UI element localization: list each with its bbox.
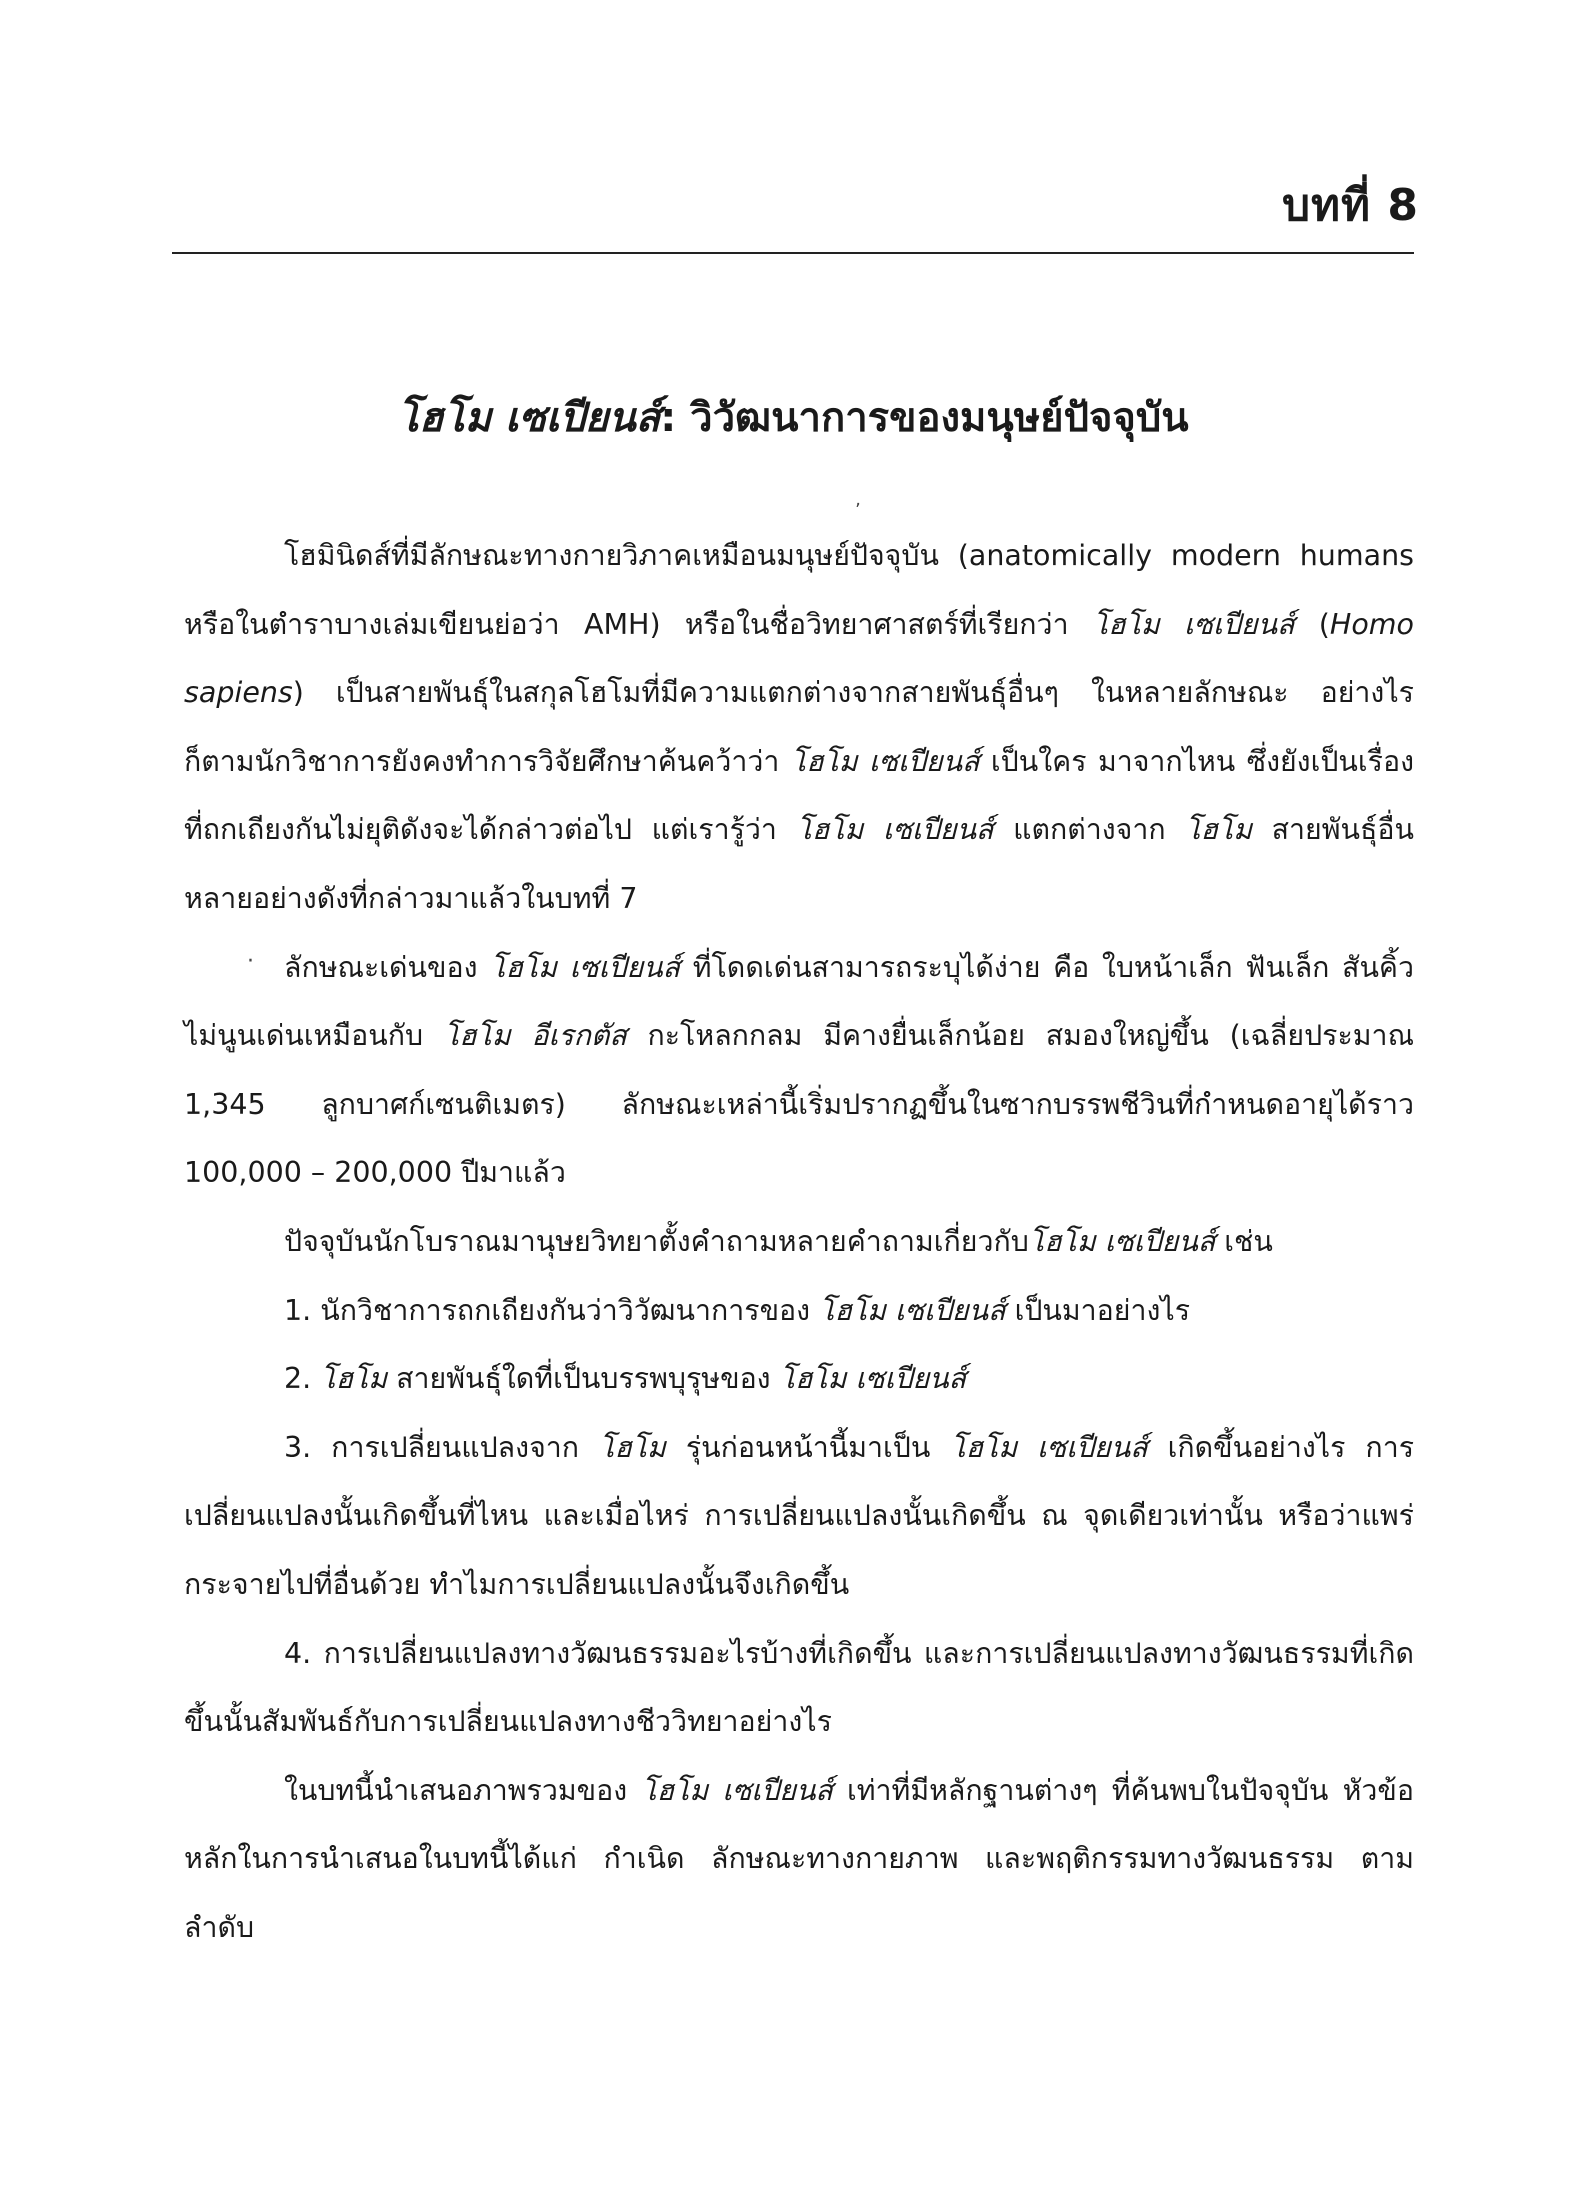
text-run: ) เป็นสายพันธุ์ในสกุลโฮโมที่มีความแตกต่างจากสายพันธุ์อื่นๆ ในหลายลักษณะ อย่างไรก็ตามนักวิชาการยังคงทำการวิจัยศึกษาค้นคว้าว่า [184,676,1414,778]
title-italic-part: โฮโม เซเปียนส์ [397,395,661,441]
paragraph-features [184,934,1414,1208]
text-run: เป็นมาอย่างไร [1005,1293,1191,1327]
text-run: สายพันธุ์ใดที่เป็นบรรพบุรุษของ [387,1362,780,1396]
text-run: ที่โดดเด่นสามารถระบุได้ง่าย คือ ใบหน้าเล็ก ฟันเล็ก สันคิ้วไม่นูนเด่นเหมือนกับ [184,950,1414,1053]
paragraph-questions-intro [184,1208,1414,1277]
text-run: 2. [284,1362,321,1396]
stray-dot: · [247,949,254,974]
text-run: เกิดขึ้นอย่างไร การเปลี่ยนแปลงนั้นเกิดขึ้นที่ไหน และเมื่อไหร่ การเปลี่ยนแปลงนั้นเกิดขึ้น ณ จุดเดียวเท่านั้น หรือว่าแพร่กระจายไปที่อื่นด้วย ทำไมการเปลี่ยนแปลงนั้นจึงเกิดขึ้น [184,1430,1415,1601]
text-run: เท่าที่มีหลักฐานต่างๆ ที่ค้นพบในปัจจุบัน หัวข้อหลักในการนำเสนอในบทนี้ได้แก่ กำเนิด ลักษณะทางกายภาพ และพฤติกรรมทางวัฒนธรรม ตามลำดับ [184,1773,1414,1944]
text-run: ปัจจุบันนักโบราณมานุษยวิทยาตั้งคำถามหลายคำถามเกี่ยวกับ [284,1224,1029,1258]
text-run: 1. นักวิชาการถกเถียงกันว่าวิวัฒนาการของ [284,1293,820,1327]
title-rest: : วิวัฒนาการของมนุษย์ปัจจุบัน [660,395,1189,441]
italic-scientific-name: Homo sapiens [184,607,1414,710]
question-item-1 [184,1277,1414,1346]
italic-term: โฮโม [320,1362,388,1396]
text-run: แตกต่างจาก [993,813,1186,847]
chapter-title [172,385,1414,449]
italic-term: โฮโม เซเปียนส์ [490,950,681,984]
italic-term: โฮโม เซเปียนส์ [819,1293,1006,1327]
italic-term: โฮโม อีเรกตัส [443,1019,627,1053]
text-run: ในบทนี้นำเสนอภาพรวมของ [284,1773,642,1807]
text-run: 4. การเปลี่ยนแปลงทางวัฒนธรรมอะไรบ้างที่เกิดขึ้น และการเปลี่ยนแปลงทางวัฒนธรรมที่เกิดขึ้นนั้นสัมพันธ์กับการเปลี่ยนแปลงทางชีววิทยาอย่างไร [184,1636,1414,1739]
heading-divider [172,252,1414,254]
question-item-3 [184,1414,1414,1620]
italic-term: โฮโม [599,1430,666,1464]
question-item-4 [184,1620,1414,1757]
question-item-2 [184,1345,1414,1414]
text-run: ลักษณะเด่นของ [284,950,491,984]
text-run: เช่น [1215,1224,1273,1258]
paragraph-overview [184,1757,1414,1963]
paragraph-intro [184,522,1414,934]
text-run: เป็นใคร มาจากไหน ซึ่งยังเป็นเรื่องที่ถกเถียงกันไม่ยุติดังจะได้กล่าวต่อไป แต่เรารู้ว่า [184,744,1414,847]
text-run: รุ่นก่อนหน้านี้มาเป็น [665,1430,951,1464]
stray-mark: ʼ [855,500,861,521]
italic-term: โฮโม [1185,813,1253,847]
italic-term: โฮโม เซเปียนส์ [1092,607,1295,641]
italic-term: โฮโม เซเปียนส์ [796,813,994,847]
text-run: ( [1294,607,1330,641]
text-run: 3. การเปลี่ยนแปลงจาก [284,1430,600,1464]
italic-term: โฮโม เซเปียนส์ [779,1362,967,1396]
text-run: กะโหลกกลม มีคางยื่นเล็กน้อย สมองใหญ่ขึ้น (เฉลี่ยประมาณ 1,345 ลูกบาศก์เซนติเมตร) ลักษณะเหล่านี้เริ่มปรากฏขึ้นในซากบรรพชีวินที่กำหนดอายุได้ราว 100,000 – 200,000 ปีมาแล้ว [184,1019,1415,1190]
text-run: โฮมินิดส์ที่มีลักษณะทางกายวิภาคเหมือนมนุษย์ปัจจุบัน (anatomically modern humans หรือในตำราบางเล่มเขียนย่อว่า AMH) หรือในชื่อวิทยาศาสตร์ที่เรียกว่า [184,539,1414,641]
italic-term: โฮโม เซเปียนส์ [1028,1224,1216,1258]
italic-term: โฮโม เซเปียนส์ [950,1430,1148,1464]
body-text [184,522,1414,1962]
text-run: สายพันธุ์อื่นหลายอย่างดังที่กล่าวมาแล้วในบทที่ 7 [184,813,1415,915]
chapter-heading: บทที่ 8 [1282,180,1419,231]
italic-term: โฮโม เซเปียนส์ [641,1773,833,1807]
italic-term: โฮโม เซเปียนส์ [790,744,980,778]
